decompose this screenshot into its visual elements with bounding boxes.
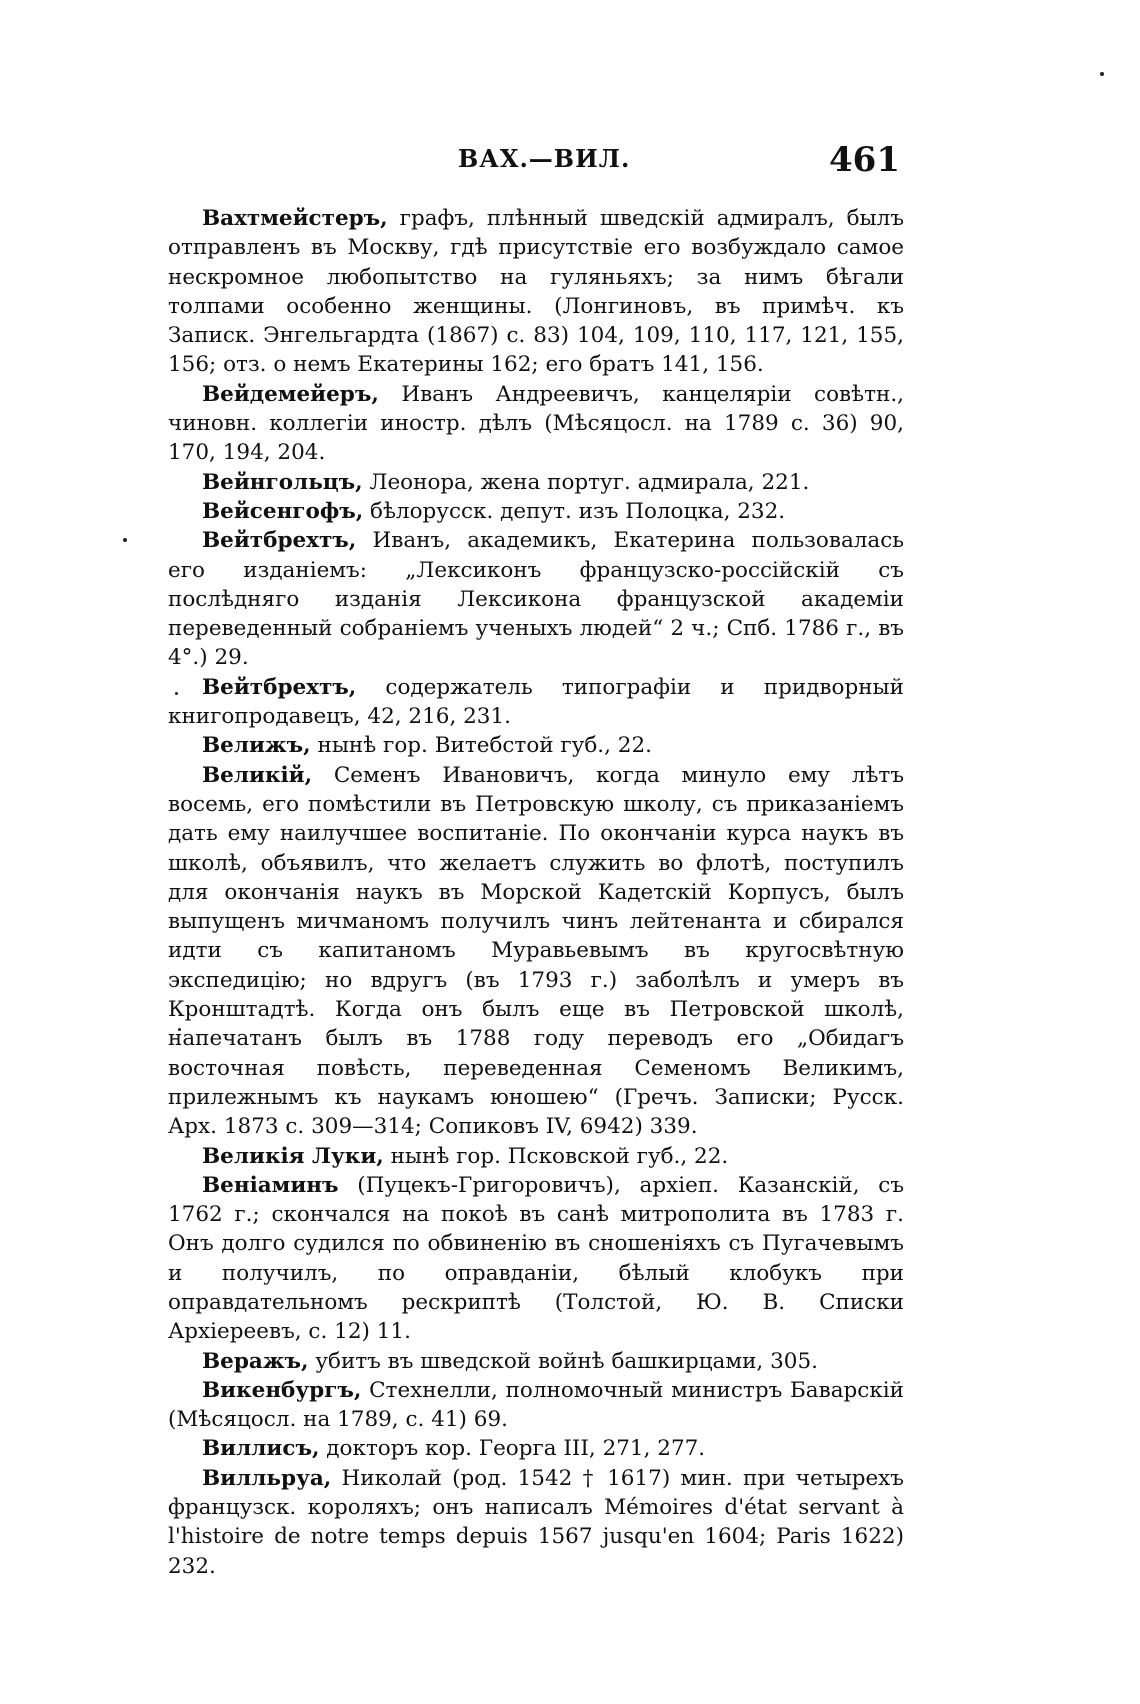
speck-top-right xyxy=(1100,72,1104,76)
entry-text: Леонора, жена португ. адмирала, 221. xyxy=(362,469,810,495)
speck-left-margin xyxy=(123,538,127,542)
index-entry xyxy=(168,380,904,468)
entry-headword: Вилльруа, xyxy=(202,1465,332,1491)
entry-headword: Велижъ, xyxy=(202,733,311,759)
index-entry xyxy=(168,1142,904,1171)
entry-text: убитъ въ шведской войнѣ башкирцами, 305. xyxy=(308,1348,818,1374)
entry-text: нынѣ гор. Псковской губ., 22. xyxy=(383,1143,729,1169)
index-entry xyxy=(168,1434,904,1463)
index-entry xyxy=(168,761,904,1142)
index-entry xyxy=(168,1464,904,1581)
index-entry xyxy=(168,673,904,732)
entry-headword: Великія Луки, xyxy=(202,1143,384,1169)
index-entry xyxy=(168,526,904,672)
index-entry xyxy=(168,1171,904,1347)
entry-text: Семенъ Ивановичъ, когда минуло ему лѣтъ восемь, его помѣстили въ Петровскую школу, съ приказаніемъ дать ему наилучшее воспитаніе. По окончаніи курса наукъ въ школѣ, объявилъ, что желаетъ служить во флотѣ, поступилъ для окончанія наукъ въ Морской Кадетскій Корпусъ, былъ выпущенъ мичманомъ получилъ чинъ лейтенанта и сбирался идти съ капитаномъ Муравьевымъ въ кругосвѣтную экспедицію; но вдругъ (въ 1793 г.) заболѣлъ и умеръ въ Кронштадтѣ. Когда онъ былъ еще въ Петровской школѣ, напечатанъ былъ въ 1788 году переводъ его „Обидагъ восточная повѣсть, переведенная Семеномъ Великимъ, прилежнымъ къ наукамъ юношею“ (Гречъ. Записки; Русск. Арх. 1873 с. 309—314; Сопиковъ IV, 6942) 339. xyxy=(168,762,904,1140)
entry-text: бѣлорусск. депут. изъ Полоцка, 232. xyxy=(363,498,786,524)
entry-headword: Вейдемейеръ, xyxy=(202,381,379,407)
entry-text: Иванъ, академикъ, Екатерина пользовалась его изданіемъ: „Лексиконъ французско-россійскій съ послѣдняго изданія Лексикона французской академіи переведенный собраніемъ ученыхъ людей“ 2 ч.; Спб. 1786 г., въ 4°.) 29. xyxy=(168,528,904,671)
page-header xyxy=(196,140,900,190)
running-head: ВАХ.—ВИЛ. xyxy=(458,144,631,173)
index-entries xyxy=(168,204,904,1581)
index-entry xyxy=(168,468,904,497)
index-entry xyxy=(168,497,904,526)
entry-headword: Веніаминъ xyxy=(202,1172,339,1198)
index-entry xyxy=(168,204,904,380)
entry-text: содержатель типографіи и придворный книгопродавецъ, 42, 216, 231. xyxy=(168,674,904,730)
entry-text: (Пуцекъ-Григоровичъ), архіеп. Казанскій, съ 1762 г.; скончался на покоѣ въ санѣ митрополита въ 1783 г. Онъ долго судился по обвиненію въ сношеніяхъ съ Пугачевымъ и получилъ, по оправданіи, бѣлый клобукъ при оправдательномъ рескриптѣ (Толстой, Ю. В. Списки Архіереевъ, с. 12) 11. xyxy=(168,1172,904,1345)
entry-headword: Вахтмейстеръ, xyxy=(202,206,388,231)
entry-text: докторъ кор. Георга III, 271, 277. xyxy=(319,1436,706,1462)
entry-headword: Викенбургъ, xyxy=(202,1377,362,1403)
entry-text: графъ, плѣнный шведскій адмиралъ, былъ отправленъ въ Москву, гдѣ присутствіе его возбуждало самое нескромное любопытство на гуляньяхъ; за нимъ бѣгали толпами особенно женщины. (Лонгиновъ, въ примѣч. къ Записк. Энгельгардта (1867) с. 83) 104, 109, 110, 117, 121, 155, 156; отз. о немъ Екатерины 162; его братъ 141, 156. xyxy=(168,206,904,378)
entry-headword: Вейтбрехтъ, xyxy=(202,674,357,700)
page-number: 461 xyxy=(829,140,900,180)
entry-headword: Вейсенгофъ, xyxy=(202,498,364,524)
entry-headword: Виллисъ, xyxy=(202,1436,320,1462)
entry-headword: Веражъ, xyxy=(202,1348,309,1374)
entry-text: Иванъ Андреевичъ, канцеляріи совѣтн., чиновн. коллегіи иностр. дѣлъ (Мѣсяцосл. на 1789 с. 36) 90, 170, 194, 204. xyxy=(168,381,904,466)
index-entry xyxy=(168,1347,904,1376)
entry-headword: Великій, xyxy=(202,762,313,788)
entry-headword: Вейтбрехтъ, xyxy=(202,528,357,554)
entry-text: Стехнелли, полномочный министръ Баварскій (Мѣсяцосл. на 1789, с. 41) 69. xyxy=(168,1377,904,1433)
entry-headword: Вейнгольцъ, xyxy=(202,469,363,495)
entry-text: Николай (род. 1542 † 1617) мин. при четырехъ французск. короляхъ; онъ написалъ Mémoires d'état servant à l'histoire de notre temps depuis 1567 jusqu'en 1604; Paris 1622) 232. xyxy=(168,1465,904,1579)
entry-text: нынѣ гор. Витебстой губ., 22. xyxy=(310,733,652,759)
index-entry xyxy=(168,731,904,760)
index-entry xyxy=(168,1376,904,1435)
